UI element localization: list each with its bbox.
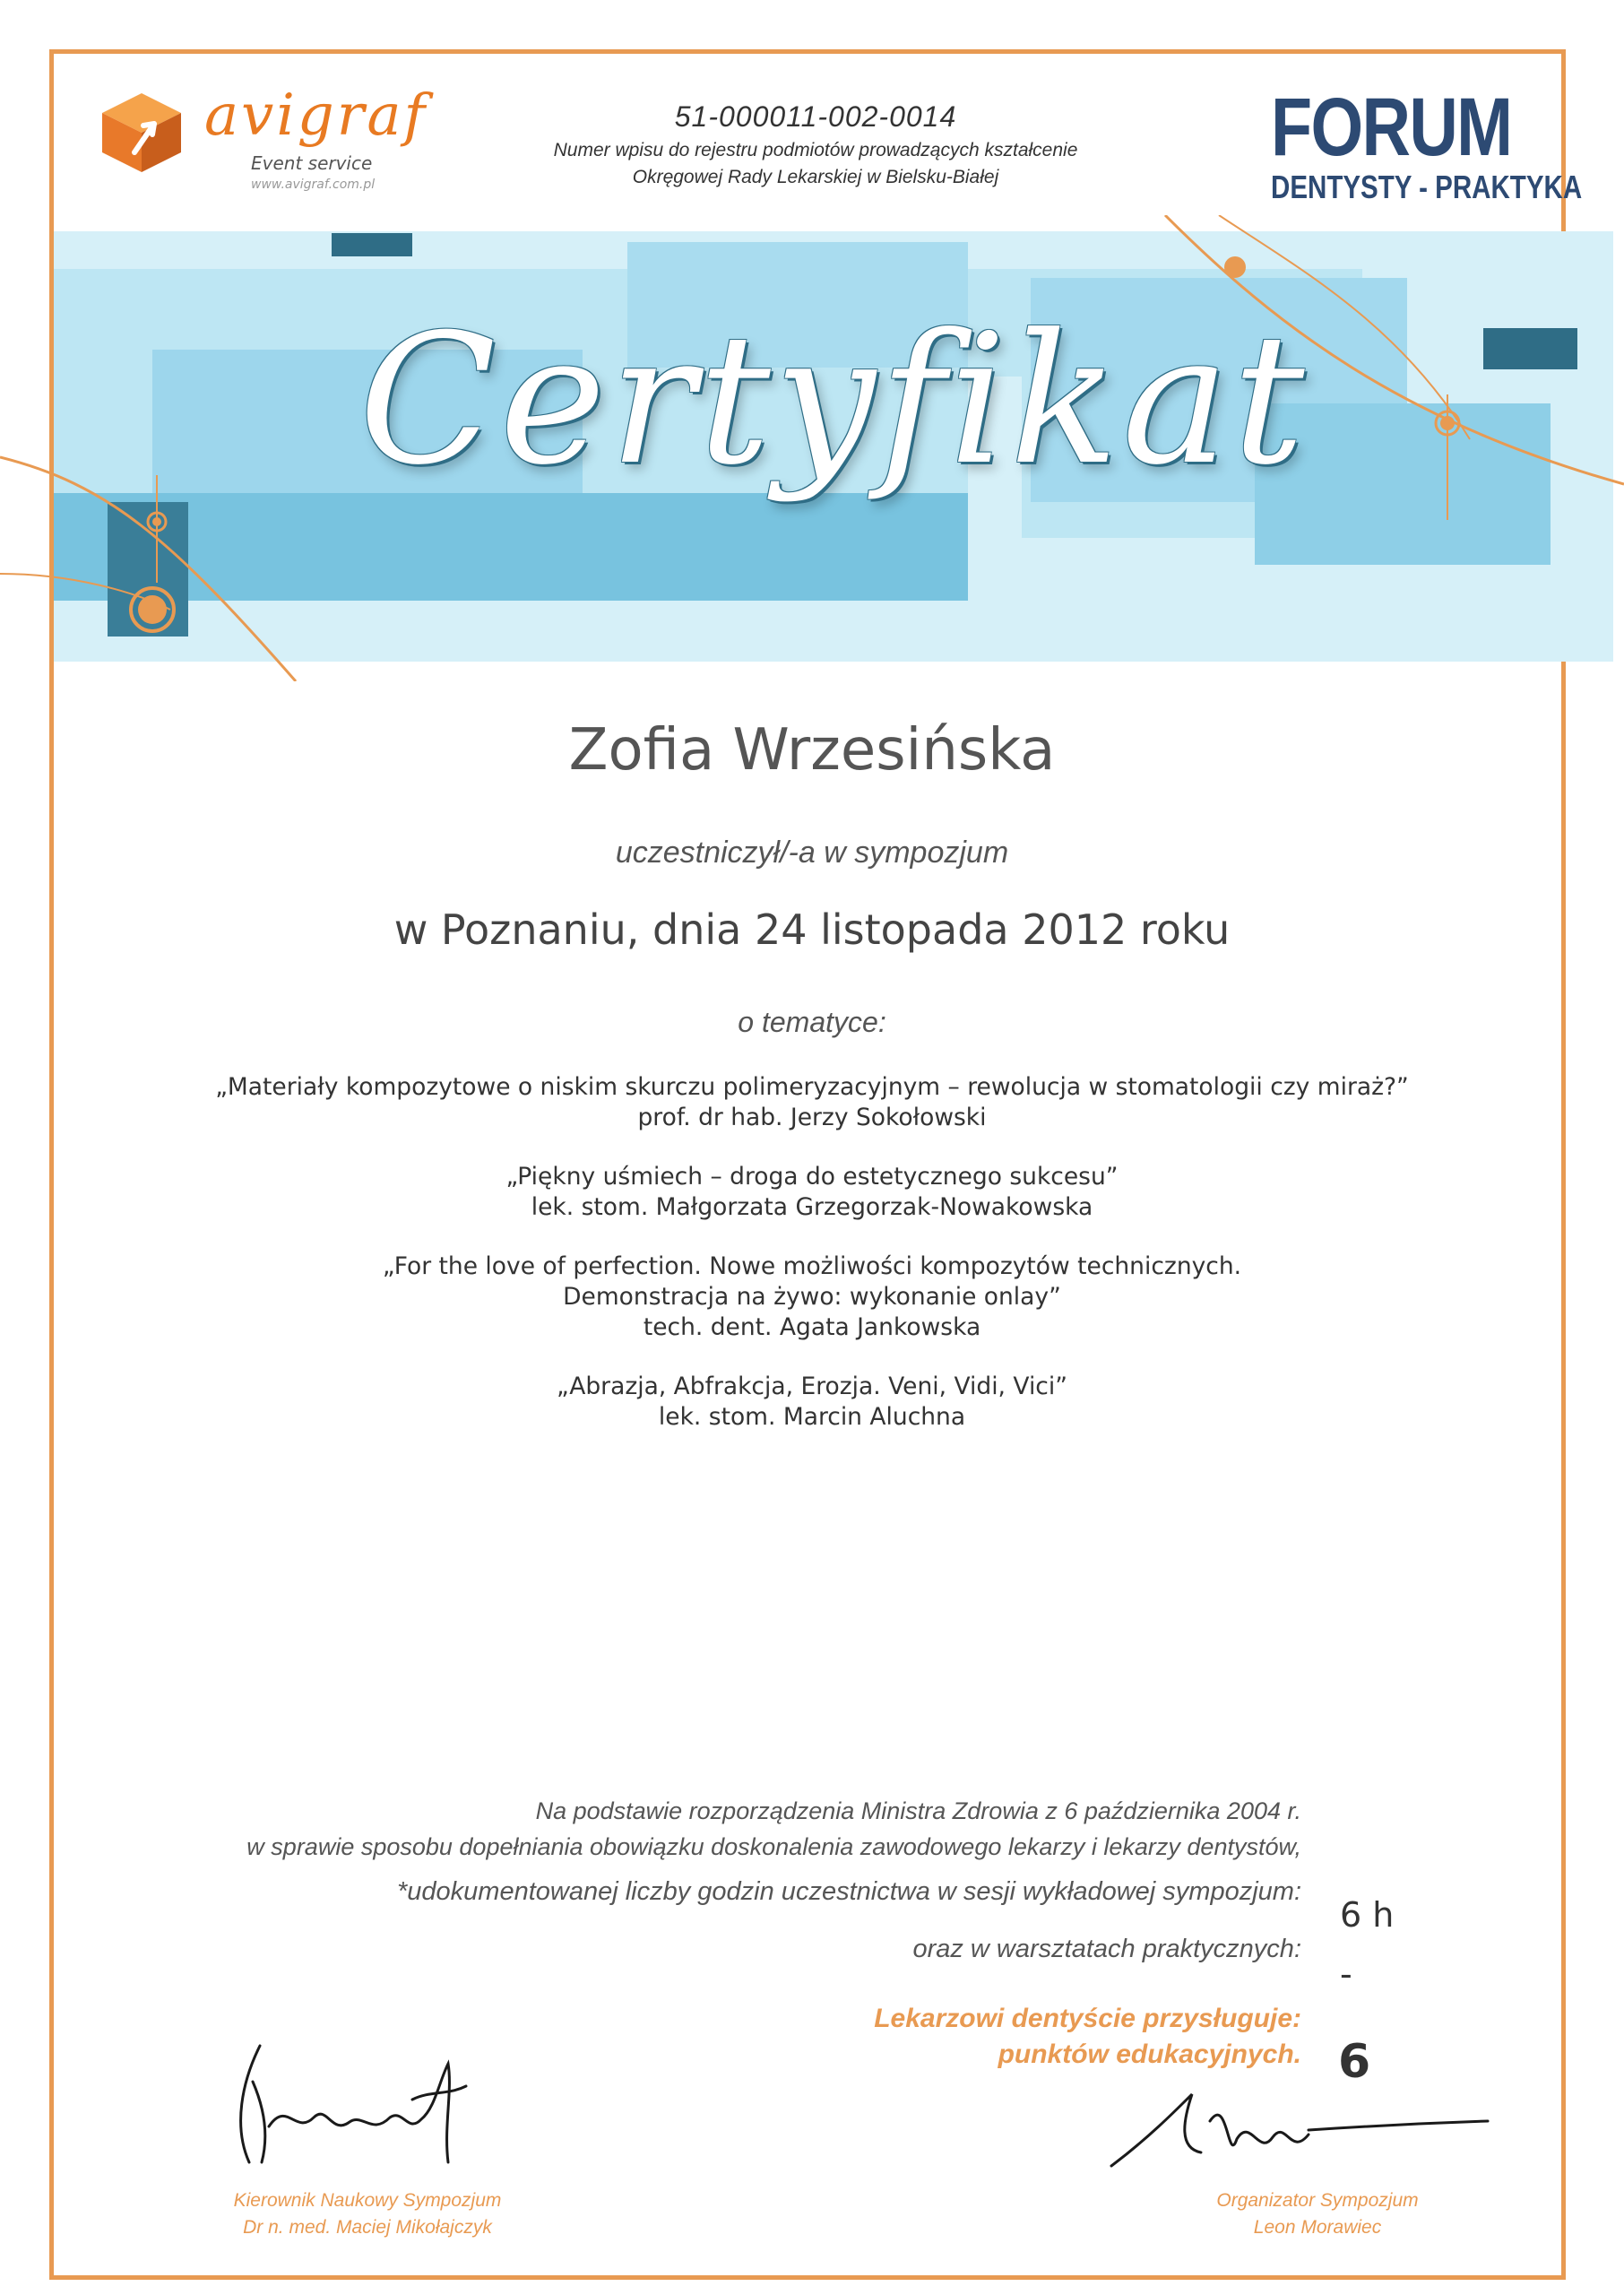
- registration-block: [502, 100, 1129, 191]
- lecture-speaker: prof. dr hab. Jerzy Sokołowski: [637, 1104, 987, 1131]
- signature-left-role: Kierownik Naukowy Sympozjum: [233, 2190, 502, 2211]
- avigraf-brand: avigraf: [204, 82, 428, 149]
- topic-label: o tematyce:: [738, 1006, 886, 1038]
- signature-right-image: [1093, 2067, 1506, 2193]
- points-label-line-2: punktów edukacyjnych.: [998, 2040, 1301, 2069]
- points-label-line-1: Lekarzowi dentyście przysługuje:: [874, 2004, 1301, 2033]
- points-label: [584, 2001, 1301, 2073]
- registration-description-1: Numer wpisu do rejestru podmiotów prowadzących kształcenie: [553, 140, 1078, 160]
- registration-number: 51-000011-002-0014: [674, 100, 957, 133]
- signature-left-image: [179, 2028, 556, 2180]
- workshops-label: oraz w warsztatach praktycznych:: [912, 1935, 1301, 1963]
- signature-right-role: Organizator Sympozjum: [1216, 2190, 1419, 2211]
- avigraf-subtitle: Event service: [251, 152, 373, 174]
- signature-left-caption: [179, 2187, 556, 2241]
- signature-right-name: Leon Morawiec: [1253, 2217, 1382, 2238]
- lecture-item: [90, 1372, 1534, 1433]
- lecture-speaker: lek. stom. Marcin Aluchna: [658, 1403, 966, 1431]
- lecture-title-continued: Demonstracja na żywo: wykonanie onlay”: [563, 1283, 1061, 1311]
- forum-subtitle: DENTYSTY - PRAKTYKA: [1271, 169, 1583, 205]
- forum-logo: [1255, 81, 1583, 206]
- workshop-hours-value: -: [1340, 1954, 1352, 1994]
- points-value: 6: [1338, 2035, 1371, 2089]
- avigraf-box-icon: [99, 90, 185, 176]
- avigraf-logo: [90, 72, 448, 197]
- signature-right-caption: [1138, 2187, 1497, 2241]
- signature-left-name: Dr n. med. Maciej Mikołajczyk: [243, 2217, 492, 2238]
- legal-basis: [136, 1793, 1301, 1910]
- lecture-hours-value: 6 h: [1340, 1895, 1395, 1935]
- recipient-name: Zofia Wrzesińska: [568, 717, 1056, 784]
- lecture-speaker: lek. stom. Małgorzata Grzegorzak-Nowakowska: [531, 1193, 1093, 1221]
- lecture-list: [90, 1072, 1534, 1461]
- lecture-item: [90, 1072, 1534, 1133]
- lecture-item: [90, 1162, 1534, 1223]
- participation-text: uczestniczył/-a w sympozjum: [615, 836, 1009, 870]
- lecture-speaker: tech. dent. Agata Jankowska: [643, 1313, 981, 1341]
- lecture-item: [90, 1251, 1534, 1343]
- legal-line-3: *udokumentowanej liczby godzin uczestnictwa w sesji wykładowej sympozjum:: [397, 1877, 1301, 1906]
- registration-description-2: Okręgowej Rady Lekarskiej w Bielsku-Białej: [632, 167, 999, 187]
- place-date: w Poznaniu, dnia 24 listopada 2012 roku: [393, 905, 1231, 954]
- legal-line-2: w sprawie sposobu dopełniania obowiązku doskonalenia zawodowego lekarzy i lekarzy dentystów,: [246, 1833, 1301, 1860]
- lecture-title: „Piękny uśmiech – droga do estetycznego sukcesu”: [505, 1163, 1119, 1191]
- lecture-title: „Materiały kompozytowe o niskim skurczu polimeryzacyjnym – rewolucja w stomatologii czy miraż?”: [215, 1073, 1409, 1101]
- legal-line-1: Na podstawie rozporządzenia Ministra Zdrowia z 6 października 2004 r.: [535, 1797, 1301, 1824]
- avigraf-website: www.avigraf.com.pl: [251, 178, 376, 192]
- forum-word: FORUM: [1271, 82, 1512, 173]
- lecture-title: „Abrazja, Abfrakcja, Erozja. Veni, Vidi, Vici”: [557, 1373, 1067, 1400]
- certificate-title: Certyfikat: [358, 296, 1309, 505]
- lecture-title: „For the love of perfection. Nowe możliwości kompozytów technicznych.: [382, 1252, 1242, 1280]
